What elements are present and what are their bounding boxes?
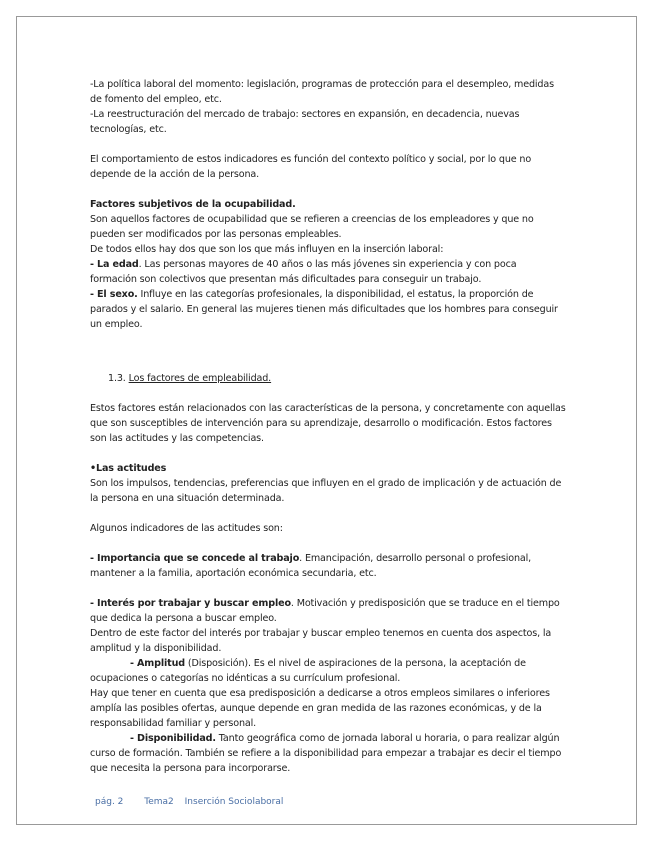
page-number: pág. 2 <box>95 797 124 807</box>
paragraph <box>90 287 566 332</box>
paragraph: -La reestructuración del mercado de trabajo: sectores en expansión, en decadencia, nuevas tecnologías, etc. <box>90 109 520 135</box>
paragraph <box>90 731 566 776</box>
section-title: Los factores de empleabilidad. <box>128 373 272 384</box>
subheading-text: •Las actitudes <box>90 463 167 474</box>
bold-label: - Interés por trabajar y buscar empleo <box>90 598 291 609</box>
paragraph: Estos factores están relacionados con las características de la persona, y concretamente con aquellas que son susceptibles de intervención para su aprendizaje, desarrollo o modificación. Estos factores son las actitudes y las competencias. <box>90 403 566 444</box>
paragraph: El comportamiento de estos indicadores es función del contexto político y social, por lo que no depende de la acción de la persona. <box>90 154 532 180</box>
paragraph-text: . Emancipación, desarrollo personal o profesional, mantener a la familia, aportación económica secundaria, etc. <box>90 553 532 579</box>
paragraph: De todos ellos hay dos que son los que más influyen en la inserción laboral: <box>90 244 444 255</box>
paragraph-text: Tanto geográfica como de jornada laboral u horaria, o para realizar algún curso de formación. También se refiere a la disponibilidad para empezar a trabajar es decir el tiempo que necesita la persona para incorporarse. <box>90 733 562 774</box>
subheading <box>90 197 566 212</box>
section-number: 1.3. <box>108 373 126 384</box>
paragraph-text: . Las personas mayores de 40 años o las más jóvenes sin experiencia y con poca formación son colectivos que presentan más dificultades para conseguir un trabajo. <box>90 259 517 285</box>
paragraph: Son aquellos factores de ocupabilidad que se refieren a creencias de los empleadores y que no pueden ser modificados por las personas empleables. <box>90 214 534 240</box>
paragraph: -La política laboral del momento: legislación, programas de protección para el desempleo, medidas de fomento del empleo, etc. <box>90 79 554 105</box>
footer-chapter: Tema2 <box>144 797 174 807</box>
bold-label: - Amplitud <box>130 658 185 669</box>
paragraph-text: Influye en las categorías profesionales, la disponibilidad, el estatus, la proporción de parados y el salario. En general las mujeres tienen más dificultades que los hombres para conseguir un empleo. <box>90 289 558 330</box>
bold-label: - Importancia que se concede al trabajo <box>90 553 300 564</box>
subheading <box>90 461 566 476</box>
paragraph <box>90 596 566 626</box>
paragraph-text: . Motivación y predisposición que se traduce en el tiempo que dedica la persona a buscar empleo. <box>90 598 560 624</box>
bold-label: - El sexo. <box>90 289 138 300</box>
paragraph <box>90 257 566 287</box>
bold-label: - Disponibilidad. <box>130 733 216 744</box>
paragraph: Algunos indicadores de las actitudes son: <box>90 523 283 534</box>
section-heading <box>90 371 566 386</box>
subheading-text: Factores subjetivos de la ocupabilidad. <box>90 199 296 210</box>
paragraph-text: (Disposición). Es el nivel de aspiraciones de la persona, la aceptación de ocupaciones o categorías no idénticas a su currículum profesional. <box>90 658 526 684</box>
paragraph: Dentro de este factor del interés por trabajar y buscar empleo tenemos en cuenta dos aspectos, la amplitud y la disponibilidad. <box>90 628 552 654</box>
page-footer <box>95 797 301 807</box>
document-page <box>16 16 637 825</box>
bold-label: - La edad <box>90 259 139 270</box>
page-body <box>90 77 566 776</box>
paragraph: Hay que tener en cuenta que esa predisposición a dedicarse a otros empleos similares o inferiores amplía las posibles ofertas, aunque depende en gran medida de las razones económicas, y de la responsabilidad familiar y personal. <box>90 688 550 729</box>
paragraph <box>90 551 566 581</box>
paragraph: Son los impulsos, tendencias, preferencias que influyen en el grado de implicación y de actuación de la persona en una situación determinada. <box>90 478 562 504</box>
paragraph <box>90 656 566 686</box>
footer-title: Inserción Sociolaboral <box>184 797 284 807</box>
